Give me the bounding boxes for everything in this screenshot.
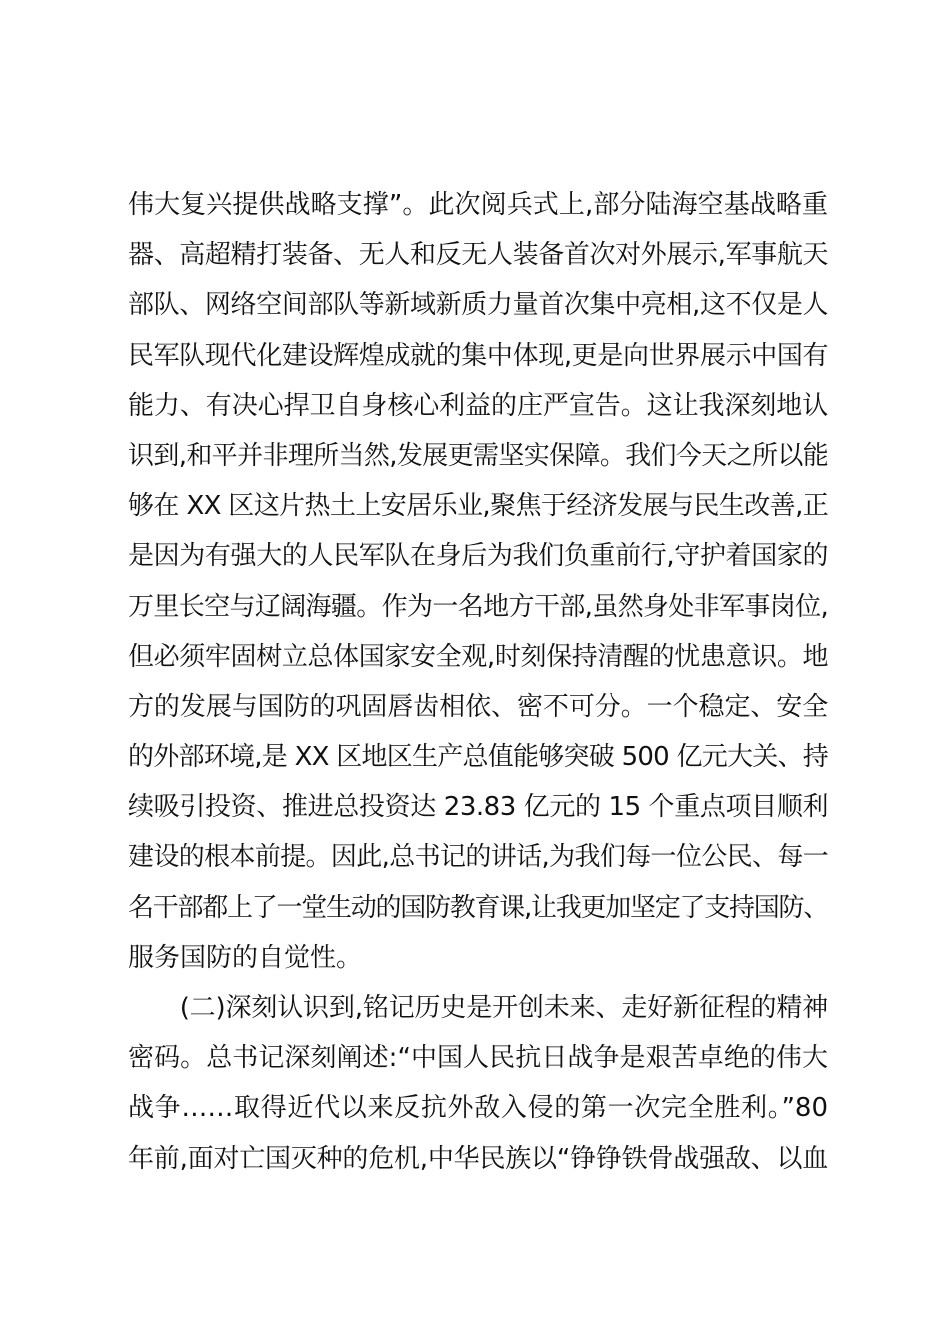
text-line: 是因为有强大的人民军队在身后为我们负重前行,守护着国家的 <box>128 541 828 572</box>
text-line-paragraph-end: 服务国防的自觉性。 <box>128 942 363 973</box>
text-line: 方的发展与国防的巩固唇齿相依、密不可分。一个稳定、安全 <box>128 691 828 722</box>
text-line: 的外部环境,是 XX 区地区生产总值能够突破 500 亿元大关、持 <box>128 742 828 773</box>
text-line: 能力、有决心捍卫自身核心利益的庄严宣告。这让我深刻地认 <box>128 390 828 421</box>
text-line: 但必须牢固树立总体国家安全观,时刻保持清醒的忧患意识。地 <box>128 641 828 672</box>
text-line-paragraph-start: (二)深刻认识到,铭记历史是开创未来、走好新征程的精神 <box>128 993 828 1023</box>
text-line: 民军队现代化建设辉煌成就的集中体现,更是向世界展示中国有 <box>128 340 828 371</box>
text-line: 部队、网络空间部队等新域新质力量首次集中亮相,这不仅是人 <box>128 290 828 321</box>
text-line: 年前,面对亡国灭种的危机,中华民族以“铮铮铁骨战强敌、以血 <box>128 1143 828 1174</box>
text-line: 名干部都上了一堂生动的国防教育课,让我更加坚定了支持国防、 <box>128 892 829 923</box>
text-line: 万里长空与辽阔海疆。作为一名地方干部,虽然身处非军事岗位, <box>128 591 828 622</box>
text-line: 识到,和平并非理所当然,发展更需坚实保障。我们今天之所以能 <box>128 440 828 471</box>
text-line: 战争……取得近代以来反抗外敌入侵的第一次完全胜利。”80 <box>128 1093 828 1124</box>
text-line: 够在 XX 区这片热土上安居乐业,聚焦于经济发展与民生改善,正 <box>128 491 828 522</box>
text-line: 建设的根本前提。因此,总书记的讲话,为我们每一位公民、每一 <box>128 842 828 873</box>
text-line: 伟大复兴提供战略支撑”。此次阅兵式上,部分陆海空基战略重 <box>128 190 828 220</box>
text-line: 续吸引投资、推进总投资达 23.83 亿元的 15 个重点项目顺利 <box>128 792 828 823</box>
text-line: 密码。总书记深刻阐述:“中国人民抗日战争是艰苦卓绝的伟大 <box>128 1043 828 1074</box>
text-line: 器、高超精打装备、无人和反无人装备首次对外展示,军事航天 <box>128 240 828 271</box>
body-text <box>128 180 828 1184</box>
